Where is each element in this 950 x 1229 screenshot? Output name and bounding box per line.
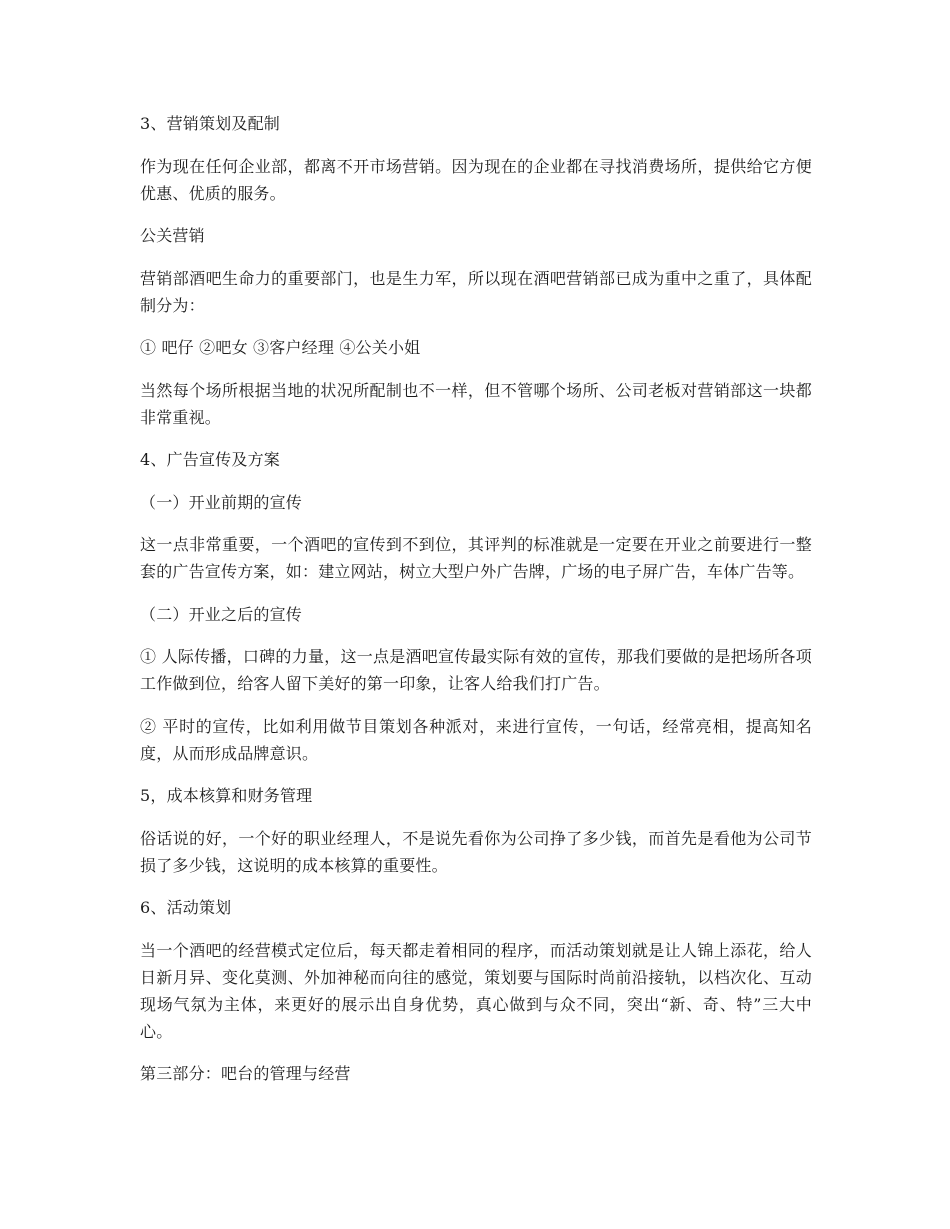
- subheading-post-opening: （二）开业之后的宣传: [140, 604, 303, 624]
- paragraph-regular-promotion: ② 平时的宣传，比如利用做节目策划各种派对，来进行宣传，一句话，经常亮相，提高知名度，从而形成品牌意识。: [140, 716, 812, 763]
- list-staff-roles: ① 吧仔 ②吧女 ③客户经理 ④公关小姐: [140, 338, 421, 357]
- section-heading-cost-accounting: 5，成本核算和财务管理: [140, 786, 313, 805]
- section-heading-marketing: 3、营销策划及配制: [140, 114, 280, 133]
- paragraph-event-planning: 当一个酒吧的经营模式定位后，每天都走着相同的程序，而活动策划就是让人锦上添花，给人日新月异、变化莫测、外加神秘而向往的感觉，策划要与国际时尚前沿接轨，以档次化、互动现场气氛为主体，来更好的展示出自身优势，真心做到与众不同，突出“新、奇、特”三大中心。: [140, 940, 812, 1041]
- paragraph-marketing-department: 营销部酒吧生命力的重要部门，也是生力军，所以现在酒吧营销部已成为重中之重了，具体配制分为：: [140, 268, 812, 315]
- paragraph-configuration-note: 当然每个场所根据当地的状况所配制也不一样，但不管哪个场所、公司老板对营销部这一块都非常重视。: [140, 380, 812, 427]
- paragraph-word-of-mouth: ① 人际传播，口碑的力量，这一点是酒吧宣传最实际有效的宣传，那我们要做的是把场所各项工作做到位，给客人留下美好的第一印象，让客人给我们打广告。: [140, 647, 812, 693]
- paragraph-marketing-intro: 作为现在任何企业部，都离不开市场营销。因为现在的企业都在寻找消费场所，提供给它方便优惠、优质的服务。: [140, 156, 812, 203]
- section-heading-advertising: 4、广告宣传及方案: [140, 450, 280, 469]
- document-body: [140, 110, 812, 1103]
- part-heading-bar-management: 第三部分：吧台的管理与经营: [140, 1064, 351, 1083]
- subheading-pre-opening: （一）开业前期的宣传: [140, 492, 303, 512]
- section-heading-event-planning: 6、活动策划: [140, 898, 232, 917]
- paragraph-cost-accounting: 俗话说的好，一个好的职业经理人，不是说先看你为公司挣了多少钱，而首先是看他为公司节损了多少钱，这说明的成本核算的重要性。: [140, 828, 812, 875]
- paragraph-pre-opening: 这一点非常重要，一个酒吧的宣传到不到位，其评判的标准就是一定要在开业之前要进行一整套的广告宣传方案，如：建立网站，树立大型户外广告牌，广场的电子屏广告，车体广告等。: [140, 535, 812, 581]
- subheading-pr-marketing: 公关营销: [140, 226, 205, 245]
